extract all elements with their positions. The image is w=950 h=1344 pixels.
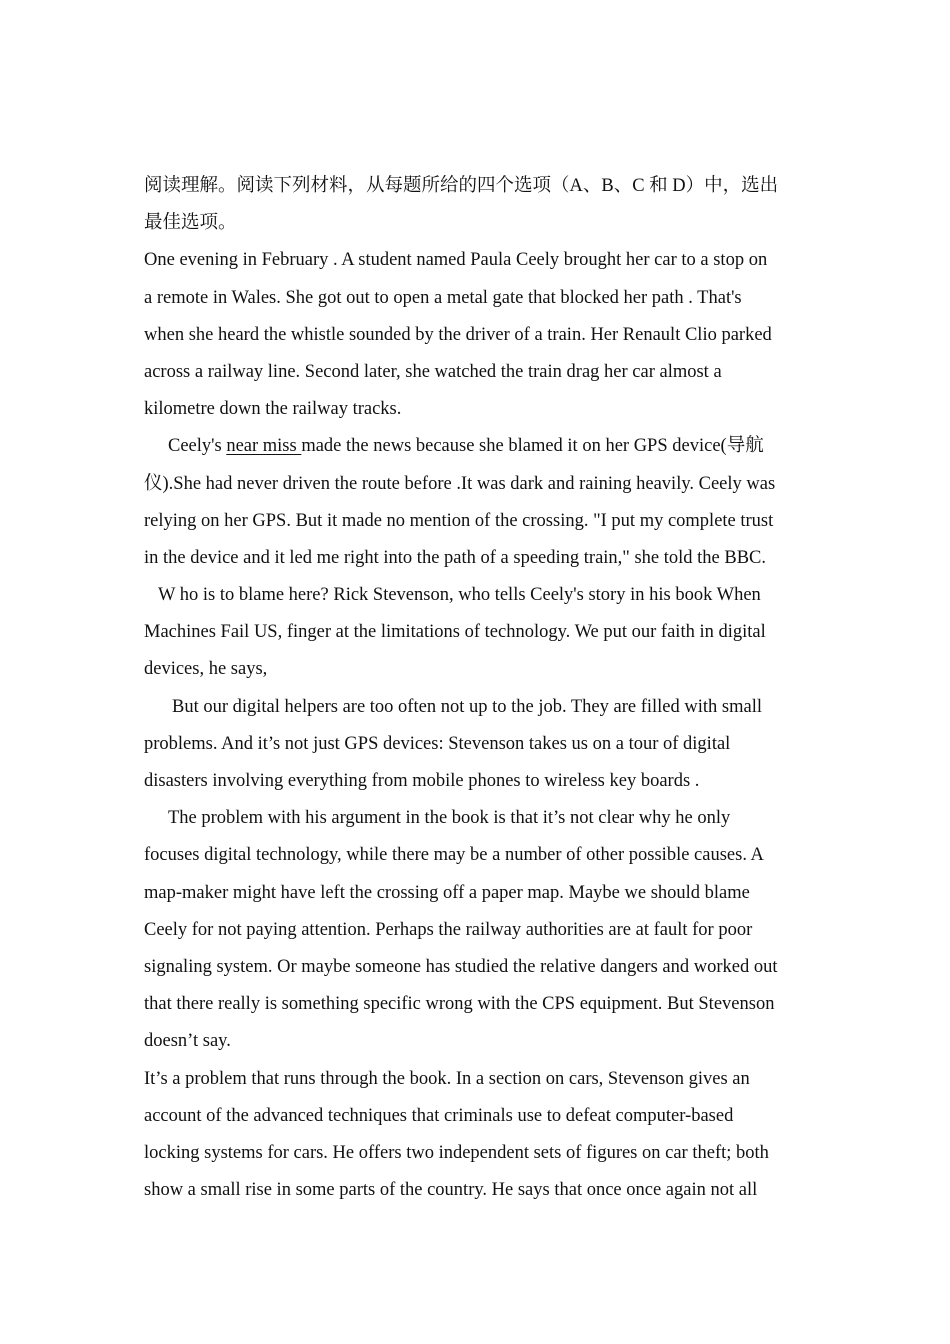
para5-line-3: map-maker might have left the crossing off a paper map. Maybe we should blame bbox=[144, 882, 750, 903]
para5-line-2: focuses digital technology, while there may be a number of other possible causes. A bbox=[144, 845, 764, 866]
para3-line-2: Machines Fail US, finger at the limitations of technology. We put our faith in digital bbox=[144, 622, 766, 643]
para2-line-2: 仪).She had never driven the route before .It was dark and raining heavily. Ceely was bbox=[144, 473, 776, 494]
instruction-line-2: 最佳选项。 bbox=[144, 213, 237, 234]
para2-rest: made the news because she blamed it on her GPS device(导航 bbox=[301, 436, 764, 457]
para4-line-3: disasters involving everything from mobile phones to wireless key boards . bbox=[144, 771, 700, 791]
para3-line-1: W ho is to blame here? Rick Stevenson, who tells Ceely's story in his book When bbox=[158, 585, 761, 606]
para6-line-3: locking systems for cars. He offers two independent sets of figures on car theft; both bbox=[144, 1142, 769, 1163]
para5-line-4: Ceely for not paying attention. Perhaps the railway authorities are at fault for poor bbox=[144, 919, 753, 940]
para2-line-3: relying on her GPS. But it made no mention of the crossing. "I put my complete trust bbox=[144, 510, 774, 531]
para1-line-2: a remote in Wales. She got out to open a metal gate that blocked her path . That's bbox=[144, 287, 742, 308]
para5-line-7: doesn’t say. bbox=[144, 1031, 231, 1052]
para2-line-1 bbox=[144, 428, 804, 465]
document-body bbox=[144, 168, 804, 1209]
para5-line-1: The problem with his argument in the book is that it’s not clear why he only bbox=[168, 808, 731, 829]
para4-line-1: But our digital helpers are too often not up to the job. They are filled with small bbox=[172, 696, 762, 717]
para6-line-2: account of the advanced techniques that criminals use to defeat computer-based bbox=[144, 1105, 734, 1126]
para2-start: Ceely's bbox=[168, 436, 227, 457]
para1-line-1: One evening in February . A student named Paula Ceely brought her car to a stop on bbox=[144, 250, 768, 271]
para1-line-4: across a railway line. Second later, she watched the train drag her car almost a bbox=[144, 361, 722, 382]
underlined-phrase: near miss bbox=[226, 436, 302, 457]
para6-line-4: show a small rise in some parts of the country. He says that once once again not all bbox=[144, 1180, 758, 1201]
instruction-line-1: 阅读理解。阅读下列材料，从每题所给的四个选项（A、B、C 和 D）中，选出 bbox=[144, 176, 779, 196]
para1-line-5: kilometre down the railway tracks. bbox=[144, 399, 402, 420]
para2-line-4: in the device and it led me right into the path of a speeding train," she told the BBC. bbox=[144, 547, 767, 568]
para3-line-3: devices, he says, bbox=[144, 659, 268, 680]
para4-line-2: problems. And it’s not just GPS devices: Stevenson takes us on a tour of digital bbox=[144, 733, 731, 754]
para5-line-6: that there really is something specific wrong with the CPS equipment. But Stevenson bbox=[144, 994, 775, 1015]
para1-line-3: when she heard the whistle sounded by the driver of a train. Her Renault Clio parked bbox=[144, 324, 772, 345]
para5-line-5: signaling system. Or maybe someone has studied the relative dangers and worked out bbox=[144, 956, 778, 977]
para6-line-1: It’s a problem that runs through the book. In a section on cars, Stevenson gives an bbox=[144, 1068, 750, 1089]
